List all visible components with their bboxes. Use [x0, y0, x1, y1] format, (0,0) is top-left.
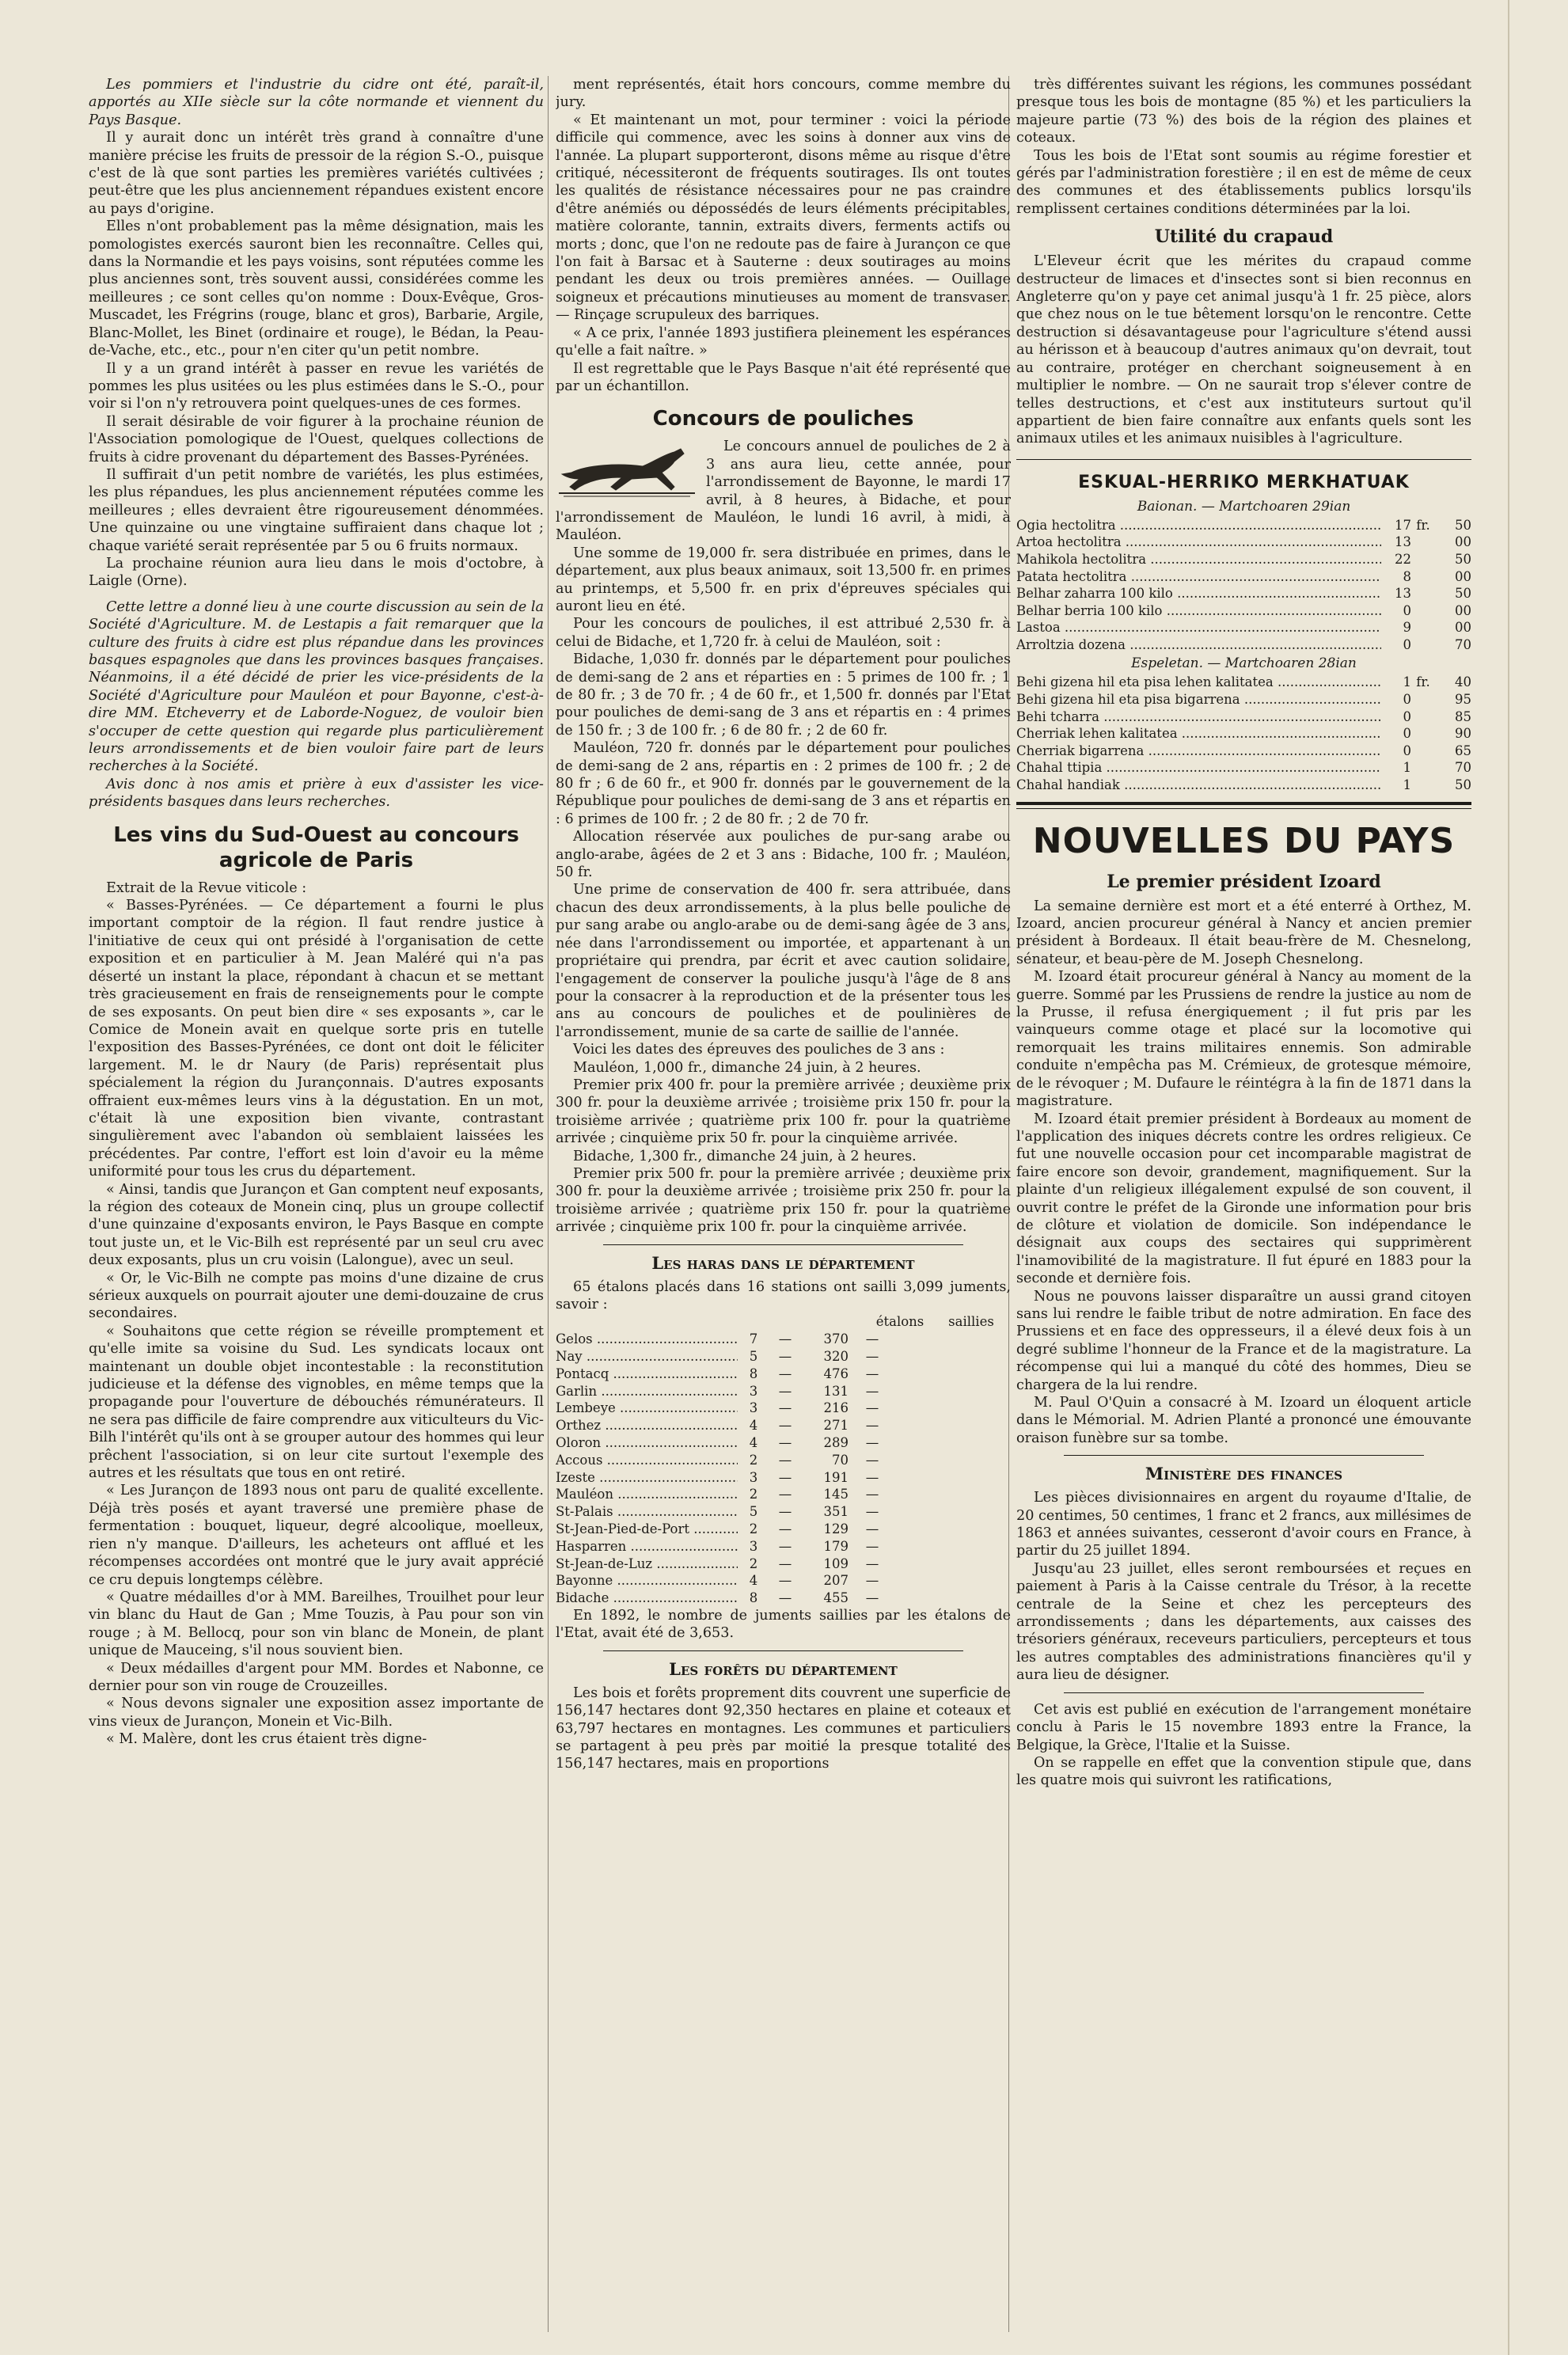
market-centimes: 70 [1455, 760, 1471, 776]
haras-dash: — [865, 1400, 879, 1416]
haras-dash: — [778, 1469, 792, 1485]
haras-station: St-Palais ..... [556, 1503, 738, 1521]
paragraph: Extrait de la Revue viticole : [106, 879, 307, 896]
column-1 [89, 76, 544, 2332]
section-title-nouvelles: NOUVELLES DU PAYS [1032, 820, 1456, 861]
paragraph: Jusqu'au 23 juillet, elles seront remboursées et reçues en paiement à Paris à la Caisse centrale du Trésor, à la recette centrale de la Seine et chez les percepteurs des arrondissements ; dans les départements, aux caisses des trésoriers généraux, receveurs particuliers, percepteurs et tous les autres comptables des administrations financières qu'il y aura lieu de désigner. [1016, 1560, 1471, 1684]
market-item: Chahal handiak ..... [1016, 777, 1381, 794]
market-fr-label [1411, 534, 1435, 551]
paragraph: « Souhaitons que cette région se réveille promptement et qu'elle imite sa voisine du Sud. Les syndicats locaux ont maintenant un double objet incontestable : la reconstitution judicieuse et la défense des vignobles, en même temps que la propagande pour l'ouverture de débouchés rémunérateurs. Il ne sera pas difficile de faire comprendre aux viticulteurs du Vic-Bilh l'intérêt qu'ils ont à se grouper autour des hommes qui leur prêchent l'association, si on leur cite surtout l'exemple des autres et les résultats que tous en ont retiré. [89, 1323, 544, 1482]
market-centimes: 00 [1455, 534, 1471, 550]
article-title-vins: Les vins du Sud-Ouest au concours agricole de Paris [113, 822, 519, 872]
market-centimes: 00 [1455, 568, 1471, 584]
paragraph: Mauléon, 720 fr. donnés par le département pour pouliches de demi-sang de 2 ans, répartis en : 2 primes de 100 fr. ; 2 de 80 fr ; 6 de 60 fr., et 900 fr. donnés par le gouvernement de la République pour pouliches de demi-sang de 3 ans et répartis en : 6 primes de 100 fr. ; 2 de 80 fr. ; 2 de 70 fr. [556, 740, 1011, 827]
haras-dash: — [865, 1434, 879, 1450]
market-row [1016, 674, 1471, 691]
market-francs: 1 [1403, 760, 1411, 776]
haras-etalons: 2 [749, 1487, 758, 1502]
market-centimes: 50 [1455, 777, 1471, 793]
haras-row [556, 1538, 1011, 1555]
article-title-crapaud: Utilité du crapaud [1154, 226, 1334, 248]
market-row [1016, 551, 1471, 568]
haras-dash: — [778, 1538, 792, 1554]
haras-station: Accous ..... [556, 1452, 738, 1469]
market-fr-label [1411, 777, 1435, 794]
market-fr-label [1411, 691, 1435, 708]
paragraph: Bidache, 1,300 fr., dimanche 24 juin, à 2 heures. [573, 1148, 917, 1164]
haras-etalons: 3 [749, 1469, 758, 1485]
haras-dash: — [778, 1383, 792, 1399]
haras-station: St-Jean-Pied-de-Port ..... [556, 1521, 738, 1538]
haras-row [556, 1572, 1011, 1590]
haras-etalons: 2 [749, 1521, 758, 1536]
market-centimes: 00 [1455, 620, 1471, 636]
haras-station: Nay ..... [556, 1348, 738, 1366]
haras-dash: — [865, 1366, 879, 1381]
market-fr-label [1411, 743, 1435, 760]
paragraph: Le concours annuel de pouliches de 2 à 3 ans aura lieu, cette année, pour l'arrondissement de Bayonne, le mardi 17 avril, à 8 heures, à Bidache, et pour l'arrondissement de Mauléon, le lundi 16 avril, à midi, à Mauléon. [556, 439, 1011, 544]
haras-saillies: 191 [823, 1469, 849, 1485]
market-centimes: 40 [1455, 674, 1471, 690]
haras-station: Izeste ..... [556, 1469, 738, 1487]
double-rule [1016, 802, 1471, 809]
haras-saillies: 289 [823, 1434, 849, 1450]
haras-row [556, 1469, 1011, 1487]
market-francs: 0 [1403, 726, 1411, 742]
haras-dash: — [865, 1521, 879, 1536]
haras-dash: — [778, 1418, 792, 1434]
haras-etalons: 8 [749, 1590, 758, 1606]
haras-dash: — [778, 1521, 792, 1536]
haras-etalons: 4 [749, 1418, 758, 1434]
haras-dash: — [778, 1487, 792, 1502]
haras-dash: — [865, 1331, 879, 1347]
market-table-baiona [1016, 517, 1471, 654]
haras-dash: — [865, 1349, 879, 1364]
column-rule-1 [548, 76, 549, 2332]
paragraph: La semaine dernière est mort et a été enterré à Orthez, M. Izoard, ancien procureur général à Nancy et ancien premier président à Bordeaux. Il était beau-frère de M. Chesnelong, sénateur, et beau-père de M. Joseph Chesnelong. [1016, 898, 1471, 967]
market-item: Ogia hectolitra ..... [1016, 517, 1381, 534]
haras-etalons: 3 [749, 1383, 758, 1399]
paragraph: Une somme de 19,000 fr. sera distribuée en primes, dans le département, aux plus beaux animaux, soit 13,500 fr. en primes au printemps, et 5,500 fr. en prix d'épreuves spéciales qui auront lieu en été. [556, 545, 1011, 614]
haras-station: Lembeye ..... [556, 1400, 738, 1417]
paragraph: Bidache, 1,030 fr. donnés par le département pour pouliches de demi-sang de 2 ans et réparties en : 5 primes de 100 fr. ; 1 de 80 fr. ; 3 de 70 fr. ; 4 de 60 fr., et 1,500 fr. donnés par l'Etat pour pouliches de demi-sang de 3 ans et répartis en : 4 primes de 150 fr. ; 3 de 100 fr. ; 6 de 80 fr. ; 2 de 60 fr. [556, 651, 1011, 739]
paragraph: Il suffirait d'un petit nombre de variétés, les plus estimées, les plus répandues, les plus anciennement réputées comme les meilleures ; elles devraient être rigoureusement dénommées. Une quinzaine ou une vingtaine suffiraient dans chaque lot ; chaque variété serait représentée par 5 ou 6 fruits normaux. [89, 466, 544, 554]
article-title-finances: Ministère des finances [1145, 1464, 1343, 1484]
haras-saillies: 455 [823, 1590, 849, 1606]
paragraph: très différentes suivant les régions, les communes possédant presque tous les bois de montagne (85 %) et les particuliers la majeure partie (73 %) des bois de la région des plaines et coteaux. [1016, 77, 1471, 146]
market-fr-label [1411, 725, 1435, 743]
market-francs: 8 [1403, 568, 1411, 584]
haras-etalons: 4 [749, 1434, 758, 1450]
paragraph: Mauléon, 1,000 fr., dimanche 24 juin, à 2 heures. [573, 1059, 921, 1076]
market-row [1016, 759, 1471, 777]
haras-row [556, 1434, 1011, 1452]
paragraph: Cet avis est publié en exécution de l'arrangement monétaire conclu à Paris le 15 novembre 1893 entre la France, la Belgique, la Grèce, l'Italie et la Suisse. [1016, 1701, 1471, 1753]
haras-row [556, 1503, 1011, 1521]
section-rule [1064, 1692, 1424, 1693]
market-francs: 0 [1403, 743, 1411, 758]
haras-dash: — [778, 1452, 792, 1468]
market-francs: 0 [1403, 708, 1411, 724]
haras-station: Garlin ..... [556, 1383, 738, 1400]
paragraph: La prochaine réunion aura lieu dans le mois d'octobre, à Laigle (Orne). [89, 555, 544, 590]
market-item: Belhar zaharra 100 kilo ..... [1016, 585, 1381, 602]
section-rule [603, 1650, 963, 1651]
italic-paragraph: Avis donc à nos amis et prière à eux d'assister les vice-présidents basques dans leurs recherches. [89, 776, 544, 811]
haras-header [556, 1313, 1011, 1331]
haras-etalons: 4 [749, 1573, 758, 1589]
haras-saillies: 70 [832, 1452, 849, 1468]
market-fr-label: fr. [1416, 517, 1430, 533]
market-francs: 1 [1403, 674, 1411, 690]
paragraph: Tous les bois de l'Etat sont soumis au régime forestier et gérés par l'administration forestière ; il en est de même de ceux des communes et des établissements publics lorsqu'ils remplissent certaines conditions déterminées par la loi. [1016, 147, 1471, 217]
paragraph: « Deux médailles d'argent pour MM. Bordes et Nabonne, ce dernier pour son vin rouge de Crouzeilles. [89, 1660, 544, 1694]
haras-saillies: 207 [823, 1573, 849, 1589]
market-francs: 0 [1403, 636, 1411, 652]
market-row [1016, 691, 1471, 708]
haras-station: Hasparren ..... [556, 1538, 738, 1555]
market-fr-label [1411, 759, 1435, 777]
market-row [1016, 534, 1471, 551]
haras-row [556, 1452, 1011, 1469]
article-title-forets: Les forêts du département [669, 1658, 898, 1679]
market-fr-label [1411, 708, 1435, 726]
haras-saillies: 129 [823, 1521, 849, 1536]
page-fold [1508, 0, 1509, 2355]
haras-row [556, 1590, 1011, 1607]
haras-saillies: 370 [823, 1331, 849, 1347]
market-item: Behi gizena hil eta pisa lehen kalitatea ..... [1016, 674, 1381, 691]
haras-header-saillies: saillies [948, 1314, 994, 1330]
paragraph: Les pièces divisionnaires en argent du royaume d'Italie, de 20 centimes, 50 centimes, 1 franc et 2 francs, aux millésimes de 1863 et années suivantes, cesseront d'avoir cours en France, à partir du 25 juillet 1894. [1016, 1490, 1471, 1559]
market-item: Arroltzia dozena ..... [1016, 636, 1381, 654]
market-item: Lastoa ..... [1016, 619, 1381, 636]
paragraph: 65 étalons placés dans 16 stations ont sailli 3,099 juments, savoir : [556, 1278, 1011, 1312]
paragraph: L'Eleveur écrit que les mérites du crapaud comme destructeur de limaces et d'insectes sont si bien reconnus en Angleterre qu'on y paye cet animal jusqu'à 1 fr. 25 pièce, alors que chez nous on le tue bêtement lorsqu'on le rencontre. Cette destruction si désavantageuse pour l'agriculture s'étend aussi au hérisson et à beaucoup d'autres animaux qu'on devrait, tout au contraire, protéger en cherchant soigneusement à en multiplier le nombre. — On ne saurait trop s'élever contre de telles destructions, et c'est aux instituteurs surtout qu'il appartient de bien faire connaître aux enfants quels sont les animaux utiles et les animaux nuisibles à l'agriculture. [1016, 253, 1471, 447]
paragraph: « Et maintenant un mot, pour terminer : voici la période difficile qui commence, avec les soins à donner aux vins de l'année. La plupart supporteront, disons même au risque d'être critiqué, nécessiteront de fréquents soutirages. Ils ont toutes les qualités de résistance nécessaires pour ne pas craindre d'être anémiés ou dépossédés de leurs éléments précipitables, matière colorante, tannin, extraits divers, ferments actifs ou morts ; donc, que l'on ne redoute pas de faire à Jurançon ce que l'on fait à Barsac et à Sauterne : deux soutirages au moins pendant les deux ou trois premières années. — Ouillage soigneux et précautions minutieuses au moment de transvaser. — Rinçage scrupuleux des barriques. [556, 112, 1011, 324]
haras-saillies: 216 [823, 1400, 849, 1416]
market-francs: 13 [1395, 586, 1411, 602]
market-row [1016, 725, 1471, 743]
market-fr-label [1411, 568, 1435, 586]
haras-etalons: 5 [749, 1349, 758, 1364]
market-francs: 0 [1403, 602, 1411, 618]
haras-station: Bayonne ..... [556, 1572, 738, 1590]
haras-etalons: 5 [749, 1504, 758, 1520]
haras-saillies: 271 [823, 1418, 849, 1434]
market-fr-label [1411, 636, 1435, 654]
market-centimes: 50 [1455, 586, 1471, 602]
haras-station: Pontacq ..... [556, 1366, 738, 1383]
market-row [1016, 517, 1471, 534]
haras-saillies: 109 [823, 1555, 849, 1571]
article-title-haras: Les haras dans le département [651, 1252, 915, 1273]
market-row [1016, 636, 1471, 654]
market-centimes: 95 [1455, 692, 1471, 708]
market-row [1016, 777, 1471, 794]
market-centimes: 85 [1455, 708, 1471, 724]
paragraph: « Ainsi, tandis que Jurançon et Gan comptent neuf exposants, la région des coteaux de Monein cinq, plus un groupe collectif d'une quinzaine d'exposants environ, le Pays Basque en compte tout juste un, et le Vic-Bilh est représenté par un seul cru avec deux exposants, plus un cru voisin (Lalongue), avec un seul. [89, 1181, 544, 1269]
haras-row [556, 1486, 1011, 1503]
market-francs: 1 [1403, 777, 1411, 793]
market-fr-label: fr. [1416, 674, 1430, 690]
market-item: Artoa hectolitra ..... [1016, 534, 1381, 551]
paragraph: ment représentés, était hors concours, comme membre du jury. [556, 77, 1011, 111]
market-row [1016, 568, 1471, 586]
haras-dash: — [865, 1383, 879, 1399]
market-centimes: 90 [1455, 726, 1471, 742]
paragraph: M. Izoard était premier président à Bordeaux au moment de l'application des iniques décrets contre les ordres religieux. Ce fut une nouvelle occasion pour cet incomparable magistrat de faire encore son devoir, grandement, magnifiquement. Sur la plainte d'un religieux illégalement expulsé de son couvent, il ouvrit contre le préfet de la Gironde une information pour bris de clôture et violation de domicile. Son indépendance le désignait aux coups des sectaires qui supprimèrent l'inamovibilité de la magistrature. Il fut épuré en 1883 pour la seconde et dernière fois. [1016, 1111, 1471, 1287]
haras-dash: — [865, 1487, 879, 1502]
haras-row [556, 1348, 1011, 1366]
haras-saillies: 145 [823, 1487, 849, 1502]
section-rule [1016, 459, 1471, 460]
haras-etalons: 3 [749, 1538, 758, 1554]
haras-etalons: 2 [749, 1555, 758, 1571]
paragraph: « Or, le Vic-Bilh ne compte pas moins d'une dizaine de crus sérieux auxquels on pourrait ajouter une demi-douzaine de crus secondaires. [89, 1270, 544, 1322]
haras-dash: — [778, 1555, 792, 1571]
column-3 [1016, 76, 1471, 2332]
paragraph: « Basses-Pyrénées. — Ce département a fourni le plus important comptoir de la région. Il faut rendre justice à l'initiative de ceux qui ont présidé à l'organisation de cette exposition et en particulier à M. Jean Maléré qui n'a pas déserté un instant la place, répondant à chacun et se mettant très gracieusement en frais de renseignements pour le compte de ses exposants. On peut bien dire « ses exposants », car le Comice de Monein avait en quelque sorte pris en tutelle l'exposition des Basses-Pyrénées, ce dont ont doit le féliciter largement. M. le dr Naury (de Paris) représentait plus spécialement la région du Jurançonnais. D'autres exposants offraient eux-mêmes leurs vins à la dégustation. En un mot, c'était là une exposition bien vivante, contrastant singulièrement avec l'abandon où semblaient laissées les précédentes. Par contre, l'effort est loin d'avoir eu la même uniformité pour tous les crus du département. [89, 898, 544, 1180]
market-fr-label [1411, 602, 1435, 620]
market-item: Belhar berria 100 kilo ..... [1016, 602, 1381, 620]
paragraph: Allocation réservée aux pouliches de pur-sang arabe ou anglo-arabe, âgées de 2 et 3 ans : Bidache, 100 fr. ; Mauléon, 50 fr. [556, 829, 1011, 881]
haras-saillies: 351 [823, 1504, 849, 1520]
haras-saillies: 320 [823, 1349, 849, 1364]
market-fr-label [1411, 551, 1435, 568]
market-subtitle: Baionan. — Martchoaren 29ian [1137, 498, 1351, 515]
paragraph: Nous ne pouvons laisser disparaître un aussi grand citoyen sans lui rendre le faible tribut de notre admiration. En face des Prussiens et en face des oppresseurs, il a élevé deux fois à un degré sublime l'honneur de la France et de la magistrature. La récompense qui lui a manqué du côté des hommes, Dieu se chargera de la lui rendre. [1016, 1288, 1471, 1393]
paragraph: Il y a un grand intérêt à passer en revue les variétés de pommes les plus usitées ou les plus estimées dans le S.-O., pour voir si l'on n'y retrouvera point quelques-unes de ces formes. [89, 360, 544, 412]
haras-saillies: 179 [823, 1538, 849, 1554]
haras-dash: — [778, 1590, 792, 1606]
haras-dash: — [865, 1469, 879, 1485]
haras-etalons: 8 [749, 1366, 758, 1381]
market-francs: 17 [1395, 517, 1411, 533]
haras-dash: — [778, 1434, 792, 1450]
market-item: Behi tcharra ..... [1016, 708, 1381, 726]
haras-dash: — [778, 1366, 792, 1381]
haras-dash: — [778, 1331, 792, 1347]
haras-dash: — [778, 1400, 792, 1416]
market-row [1016, 619, 1471, 636]
paragraph: On se rappelle en effet que la convention stipule que, dans les quatre mois qui suivront les ratifications, [1016, 1754, 1471, 1789]
paragraph: Il y aurait donc un intérêt très grand à connaître d'une manière précise les fruits de pressoir de la région S.-O., puisque c'est de là que sont parties les premières variétés cultivées ; peut-être que les plus anciennement répandues existent encore au pays d'origine. [89, 130, 544, 217]
haras-row [556, 1400, 1011, 1417]
haras-station: Oloron ..... [556, 1434, 738, 1452]
haras-table [556, 1331, 1011, 1607]
haras-row [556, 1331, 1011, 1348]
haras-dash: — [865, 1538, 879, 1554]
paragraph: M. Izoard était procureur général à Nancy au moment de la guerre. Sommé par les Prussiens de rendre la justice au nom de la Prusse, il refusa énergiquement ; il fut pris par les vainqueurs comme otage et placé sur la locomotive qui remorquait les trains militaires ennemis. Son admirable conduite n'empêcha pas M. Crémieux, de grotesque mémoire, de le révoquer ; M. Dufaure le réintégra à la fin de 1871 dans la magistrature. [1016, 969, 1471, 1110]
article-title-izoard: Le premier président Izoard [1107, 871, 1381, 892]
haras-station: Mauléon ..... [556, 1486, 738, 1503]
horse-engraving-icon [556, 441, 698, 499]
market-centimes: 50 [1455, 551, 1471, 567]
column-2 [556, 76, 1011, 2332]
paragraph: « A ce prix, l'année 1893 justifiera pleinement les espérances qu'elle a fait naître. » [556, 325, 1011, 359]
paragraph: « Quatre médailles d'or à MM. Bareilhes, Trouilhet pour leur vin blanc du Haut de Gan ; Mme Touzis, à Pau pour son vin rouge ; à M. Bellocq, pour son vin blanc de Monein, de plant unique de Mauceing, s'il nous souvient bien. [89, 1589, 544, 1659]
haras-row [556, 1366, 1011, 1383]
market-item: Mahikola hectolitra ..... [1016, 551, 1381, 568]
haras-dash: — [865, 1555, 879, 1571]
haras-row [556, 1417, 1011, 1434]
market-item: Cherriak bigarrena ..... [1016, 743, 1381, 760]
market-francs: 9 [1403, 620, 1411, 636]
paragraph: « Nous devons signaler une exposition assez importante de vins vieux de Jurançon, Monein et Vic-Bilh. [89, 1696, 544, 1730]
market-centimes: 00 [1455, 602, 1471, 618]
market-centimes: 65 [1455, 743, 1471, 758]
haras-station: Gelos ..... [556, 1331, 738, 1348]
haras-dash: — [778, 1573, 792, 1589]
haras-header-etalons: étalons [875, 1314, 924, 1330]
market-item: Cherriak lehen kalitatea ..... [1016, 725, 1381, 743]
paragraph: En 1892, le nombre de juments saillies par les étalons de l'Etat, avait été de 3,653. [556, 1607, 1011, 1642]
haras-dash: — [865, 1418, 879, 1434]
haras-saillies: 476 [823, 1366, 849, 1381]
haras-station: Bidache ..... [556, 1590, 738, 1607]
market-francs: 13 [1395, 534, 1411, 550]
paragraph: Il serait désirable de voir figurer à la prochaine réunion de l'Association pomologique de l'Ouest, quelques collections de fruits à cidre provenant du département des Basses-Pyrénées. [89, 413, 544, 465]
haras-station: Orthez ..... [556, 1417, 738, 1434]
paragraph: Premier prix 500 fr. pour la première arrivée ; deuxième prix 300 fr. pour la deuxième arrivée ; troisième prix 250 fr. pour la troisième arrivée ; quatrième prix 150 fr. pour la quatrième arrivée ; cinquième prix 100 fr. pour la cinquième arrivée. [556, 1165, 1011, 1236]
intro-italic: Les pommiers et l'industrie du cidre ont été, paraît-il, apportés au XIIe siècle sur la côte normande et viennent du Pays Basque. [89, 77, 544, 128]
section-rule [603, 1244, 963, 1245]
market-francs: 22 [1395, 551, 1411, 567]
market-item: Behi gizena hil eta pisa bigarrena ..... [1016, 691, 1381, 708]
market-row [1016, 708, 1471, 726]
paragraph: Elles n'ont probablement pas la même désignation, mais les pomologistes exercés sauront bien les reconnaître. Celles qui, dans la Normandie et les pays voisins, sont réputées comme les plus anciennes sont, très souvent aussi, considérées comme les meilleures ; ce sont celles qu'on nomme : Doux-Evêque, Gros-Muscadet, les Frégrins (rouge, blanc et gros), Barbarie, Argile, Blanc-Mollet, les Binet (ordinaire et rouge), le Bédan, la Peau-de-Vache, etc., etc., pour n'en citer qu'un petit nombre. [89, 218, 544, 359]
haras-row [556, 1383, 1011, 1400]
paragraph: « Les Jurançon de 1893 nous ont paru de qualité excellente. Déjà très posés et ayant traversé une première phase de fermentation : bouquet, liqueur, degré alcoolique, moelleux, rien n'y manque. D'ailleurs, les acheteurs ont afflué et les récompenses accordées ont montré que le jury avait apprécié ce cru depuis longtemps célèbre. [89, 1483, 544, 1588]
haras-etalons: 3 [749, 1400, 758, 1416]
paragraph: Premier prix 400 fr. pour la première arrivée ; deuxième prix 300 fr. pour la deuxième arrivée ; troisième prix 150 fr. pour la troisième arrivée ; quatrième prix 100 fr. pour la quatrième arrivée ; cinquième prix 50 fr. pour la cinquième arrivée. [556, 1077, 1011, 1147]
market-row [1016, 585, 1471, 602]
market-title: ESKUAL-HERRIKO MERKHATUAK [1078, 472, 1410, 492]
market-subtitle: Espeletan. — Martchoaren 28ian [1131, 655, 1357, 672]
section-rule [1064, 1455, 1424, 1456]
market-item: Chahal ttipia ..... [1016, 759, 1381, 777]
market-row [1016, 602, 1471, 620]
paragraph: Une prime de conservation de 400 fr. sera attribuée, dans chacun des deux arrondissements, à la plus belle pouliche de pur sang arabe ou anglo-arabe ou de demi-sang âgée de 3 ans, née dans l'arrondissement ou importée, et appartenant à un propriétaire qui prendra, par écrit et avec caution solidaire, l'engagement de conserver la pouliche jusqu'à l'âge de 8 ans pour la consacrer à la reproduction et de la présenter tous les ans au concours de pouliches et de poulinières de l'arrondissement, munie de sa carte de saillie de l'année. [556, 882, 1011, 1040]
paragraph: « M. Malère, dont les crus étaient très digne- [106, 1731, 427, 1748]
paragraph: Il est regrettable que le Pays Basque n'ait été représenté que par un échantillon. [556, 360, 1011, 394]
haras-dash: — [778, 1504, 792, 1520]
haras-dash: — [865, 1452, 879, 1468]
haras-dash: — [865, 1590, 879, 1606]
market-item: Patata hectolitra ..... [1016, 568, 1381, 586]
paragraph: Voici les dates des épreuves des pouliches de 3 ans : [573, 1042, 945, 1058]
paragraph: Les bois et forêts proprement dits couvrent une superficie de 156,147 hectares dont 92,350 hectares en plaine et coteaux et 63,797 hectares en montagnes. Les communes et particuliers se partagent à peu près par moitié la presque totalité des 156,147 hectares, mais en proportions [556, 1685, 1011, 1772]
haras-dash: — [778, 1349, 792, 1364]
paragraph: M. Paul O'Quin a consacré à M. Izoard un éloquent article dans le Mémorial. M. Adrien Planté a prononcé une émouvante oraison funèbre sur sa tombe. [1016, 1395, 1471, 1446]
market-row [1016, 743, 1471, 760]
article-title-pouliches: Concours de pouliches [652, 407, 914, 431]
italic-paragraph: Cette lettre a donné lieu à une courte discussion au sein de la Société d'Agriculture. M. de Lestapis a fait remarquer que la culture des fruits à cidre est plus répandue dans les provinces basques espagnoles que dans les provinces basques françaises. Néanmoins, il a été décidé de prier les vice-présidents de la Société d'Agriculture pour Mauléon et pour Bayonne, c'est-à-dire MM. Etcheverry et de Laborde-Noguez, de vouloir bien s'occuper de cette question qui regarde plus particulièrement leurs arrondissements et de bien vouloir faire part de leurs recherches à la Société. [89, 598, 544, 775]
haras-row [556, 1521, 1011, 1538]
market-francs: 0 [1403, 692, 1411, 708]
haras-dash: — [865, 1573, 879, 1589]
paragraph: Pour les concours de pouliches, il est attribué 2,530 fr. à celui de Bidache, et 1,720 fr. à celui de Mauléon, soit : [556, 616, 1011, 650]
haras-station: St-Jean-de-Luz ..... [556, 1555, 738, 1573]
market-centimes: 50 [1455, 517, 1471, 533]
market-fr-label [1411, 585, 1435, 602]
market-centimes: 70 [1455, 636, 1471, 652]
haras-row [556, 1555, 1011, 1573]
haras-dash: — [865, 1504, 879, 1520]
haras-saillies: 131 [823, 1383, 849, 1399]
market-fr-label [1411, 619, 1435, 636]
haras-etalons: 7 [749, 1331, 758, 1347]
market-table-espeleta [1016, 674, 1471, 793]
haras-etalons: 2 [749, 1452, 758, 1468]
